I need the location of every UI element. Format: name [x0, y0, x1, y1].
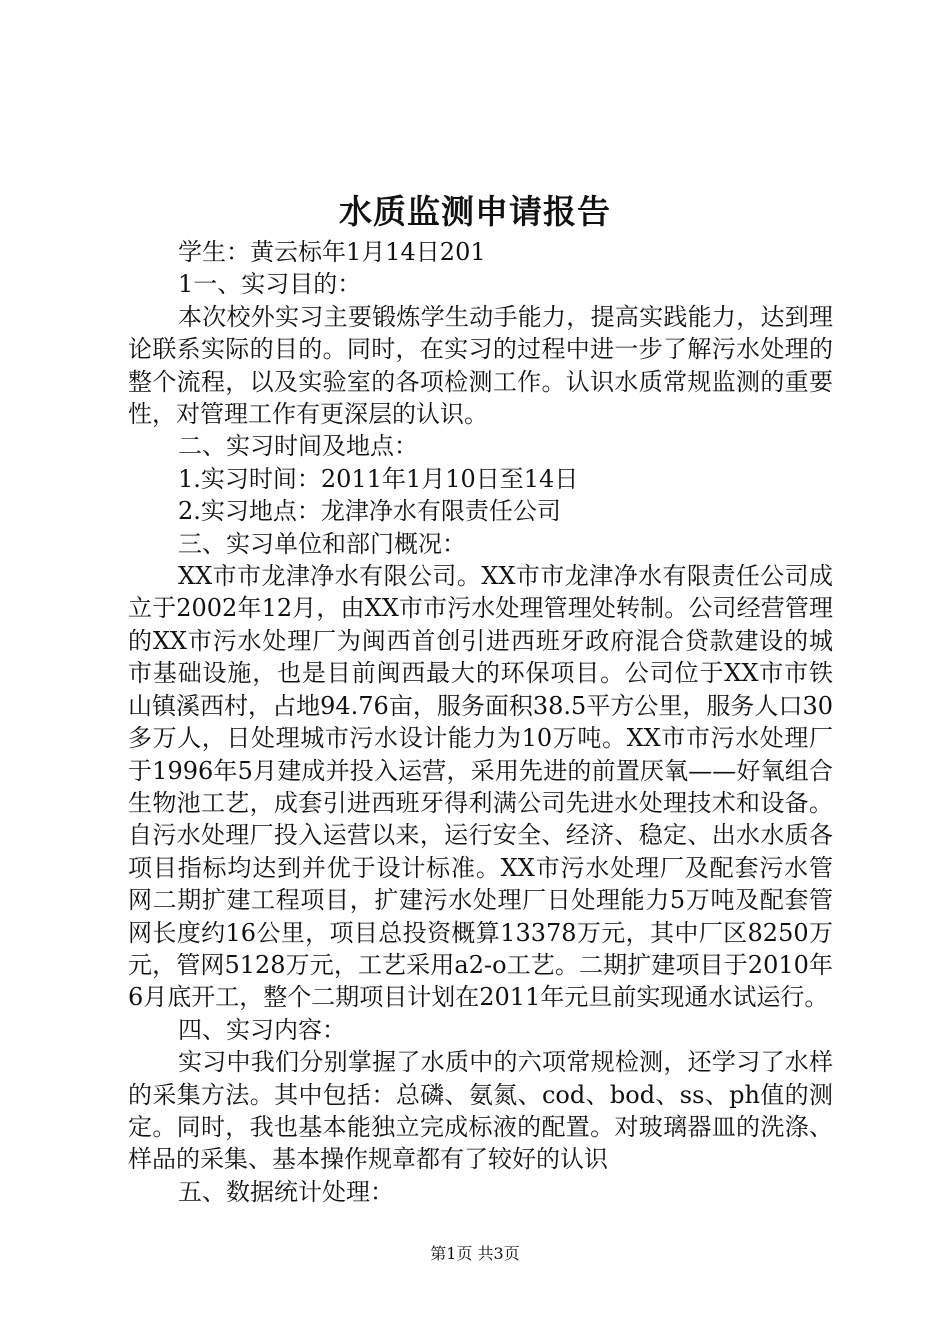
document-body	[128, 236, 833, 1208]
student-info-line: 学生：黄云标年1月14日201	[178, 238, 486, 266]
section-heading-content: 四、实习内容：	[178, 1015, 346, 1044]
list-item-time: 1.实习时间：2011年1月10日至14日	[178, 464, 579, 493]
list-item-place: 2.实习地点：龙津净水有限责任公司	[178, 497, 561, 526]
page-footer: 第1页 共3页	[430, 1244, 520, 1263]
section-heading-time-place: 二、实习时间及地点：	[178, 432, 418, 461]
paragraph-purpose: 本次校外实习主要锻炼学生动手能力，提高实践能力，达到理论联系实际的目的。同时，在实习的过程中进一步了解污水处理的整个流程，以及实验室的各项检测工作。认识水质常规监测的重要性，对管理工作有更深层的认识。	[128, 302, 833, 429]
section-heading-company: 三、实习单位和部门概况：	[178, 529, 466, 558]
document-title: 水质监测申请报告	[339, 192, 611, 231]
section-heading-statistics: 五、数据统计处理：	[178, 1177, 394, 1206]
paragraph-content: 实习中我们分别掌握了水质中的六项常规检测，还学习了水样的采集方法。其中包括：总磷、氨氮、cod、bod、ss、ph值的测定。同时，我也基本能独立完成标液的配置。对玻璃器皿的洗涤、样品的采集、基本操作规章都有了较好的认识	[128, 1048, 833, 1174]
section-heading-purpose: 1一、实习目的：	[178, 270, 362, 299]
paragraph-company: XX市市龙津净水有限公司。XX市市龙津净水有限责任公司成立于2002年12月，由XX市市污水处理管理处转制。公司经营管理的XX市污水处理厂为闽西首创引进西班牙政府混合贷款建设的城市基础设施，也是目前闽西最大的环保项目。公司位于XX市市铁山镇溪西村，占地94.76亩，服务面积38.5平方公里，服务人口30多万人，日处理城市污水设计能力为10万吨。XX市市污水处理厂于1996年5月建成并投入运营，采用先进的前置厌氧——好氧组合生物池工艺，成套引进西班牙得利满公司先进水处理技术和设备。自污水处理厂投入运营以来，运行安全、经济、稳定、出水水质各项目指标均达到并优于设计标准。XX市污水处理厂及配套污水管网二期扩建工程项目，扩建污水处理厂日处理能力5万吨及配套管网长度约16公里，项目总投资概算13378万元，其中厂区8250万元，管网5128万元，工艺采用a2-o工艺。二期扩建项目于2010年6月底开工，整个二期项目计划在2011年元旦前实现通水试运行。	[128, 562, 833, 1012]
